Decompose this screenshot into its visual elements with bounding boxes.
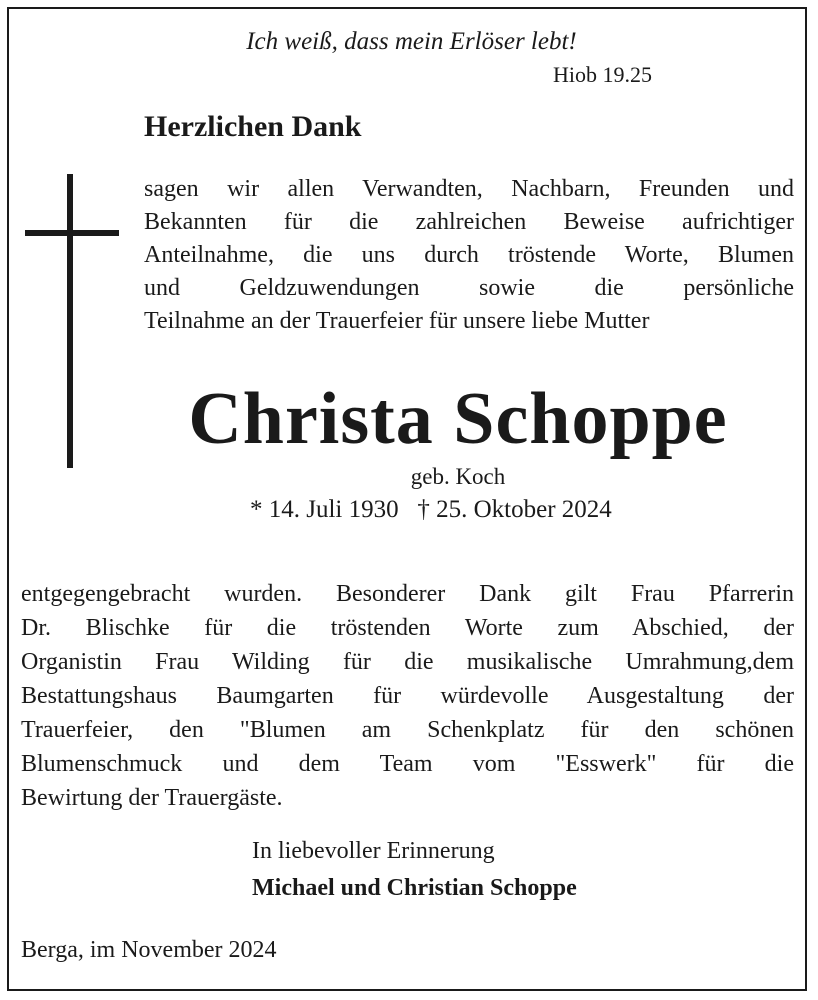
signers: Michael und Christian Schoppe [252,875,577,901]
body-line: Blumenschmuck und dem Team vom "Esswerk" für die [21,751,794,777]
life-dates: * 14. Juli 1930 † 25. Oktober 2024 [250,496,612,523]
intro-line: Bekannten für die zahlreichen Beweise aufrichtiger [144,209,794,235]
body-line: Dr. Blischke für die tröstenden Worte zum Abschied, der [21,615,794,641]
body-line: Organistin Frau Wilding für die musikalische Umrahmung,dem [21,649,794,675]
closing-phrase: In liebevoller Erinnerung [252,838,495,864]
intro-line: Anteilnahme, die uns durch tröstende Worte, Blumen [144,242,794,268]
cross-icon-bar [25,230,119,236]
maiden-name: geb. Koch [410,464,506,489]
deceased-name: Christa Schoppe [188,378,728,460]
bible-quote: Ich weiß, dass mein Erlöser lebt! [246,28,577,55]
intro-paragraph [144,173,794,338]
body-line: entgegengebracht wurden. Besonderer Dank gilt Frau Pfarrerin [21,581,794,607]
intro-line: Teilnahme an der Trauerfeier für unsere liebe Mutter [144,308,650,334]
body-line: Trauerfeier, den "Blumen am Schenkplatz für den schönen [21,717,794,743]
thanks-heading: Herzlichen Dank [144,110,362,143]
thanks-paragraph [21,577,794,815]
intro-line: sagen wir allen Verwandten, Nachbarn, Freunden und [144,176,794,202]
body-line: Bestattungshaus Baumgarten für würdevolle Ausgestaltung der [21,683,794,709]
intro-line: und Geldzuwendungen sowie die persönliche [144,275,794,301]
place-date: Berga, im November 2024 [21,937,277,963]
bible-reference: Hiob 19.25 [553,62,652,87]
body-line: Bewirtung der Trauergäste. [21,785,283,811]
